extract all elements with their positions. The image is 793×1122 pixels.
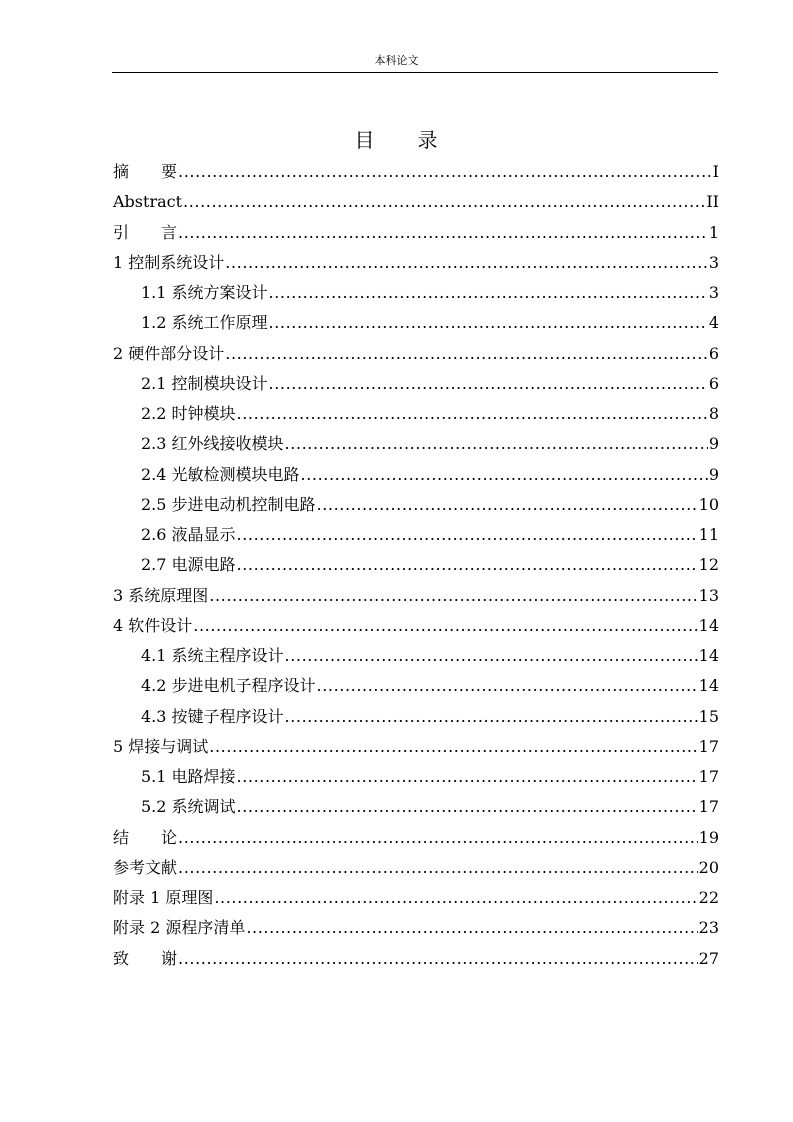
toc-entry-page-number: 6 <box>708 373 719 393</box>
toc-entry-label: 1.1 系统方案设计 <box>141 283 268 302</box>
running-header: 本科论文 <box>374 54 419 67</box>
toc-entry-page-number: 3 <box>708 252 719 272</box>
header-rule <box>112 72 718 73</box>
toc-entry[interactable] <box>113 462 719 492</box>
toc-dot-leader <box>193 613 697 639</box>
toc-dot-leader <box>285 643 698 669</box>
toc-entry[interactable] <box>113 371 719 401</box>
toc-entry-page-number: 17 <box>698 736 719 756</box>
toc-entry-label: 4.2 步进电机子程序设计 <box>141 676 316 696</box>
toc-entry-page-number: 11 <box>698 525 719 544</box>
toc-entry[interactable] <box>113 583 719 613</box>
toc-dot-leader <box>178 946 698 972</box>
toc-entry[interactable] <box>113 673 719 703</box>
toc-entry-label: 4.1 系统主程序设计 <box>141 646 284 665</box>
toc-entry-label: 2.4 光敏检测模块电路 <box>141 464 300 484</box>
toc-dot-leader <box>209 734 697 760</box>
toc-entry-label: 5 焊接与调试 <box>113 736 209 756</box>
toc-dot-leader <box>225 341 708 367</box>
toc-entry-page-number: 20 <box>698 857 719 877</box>
toc-entry-label: 5.2 系统调试 <box>141 797 236 817</box>
toc-entry[interactable] <box>113 855 719 885</box>
toc-entry-page-number: 23 <box>698 918 719 938</box>
toc-dot-leader <box>225 250 708 276</box>
toc-dot-leader <box>237 764 698 790</box>
toc-entry[interactable] <box>113 280 719 310</box>
toc-dot-leader <box>317 673 698 699</box>
toc-entry-label: 引 言 <box>113 222 178 242</box>
toc-entry-page-number: II <box>706 192 719 212</box>
toc-entry-label: 2.7 电源电路 <box>141 555 236 575</box>
toc-entry[interactable] <box>113 885 719 915</box>
toc-entry-label: 附录 1 原理图 <box>113 888 214 907</box>
toc-entry-page-number: 15 <box>698 706 719 726</box>
toc-entry-label: 参考文献 <box>113 857 178 877</box>
toc-entry[interactable] <box>113 825 719 855</box>
toc-entry[interactable] <box>113 794 719 824</box>
toc-entry-page-number: 14 <box>698 646 719 665</box>
toc-entry-page-number: 9 <box>708 434 719 454</box>
toc-entry[interactable] <box>113 734 719 764</box>
toc-entry-label: 2.6 液晶显示 <box>141 525 236 544</box>
toc-entry[interactable] <box>113 401 719 431</box>
toc-dot-leader <box>209 583 697 609</box>
toc-entry-label: 1.2 系统工作原理 <box>141 313 268 333</box>
toc-entry-page-number: 12 <box>698 555 719 575</box>
toc-entry[interactable] <box>113 764 719 794</box>
toc-entry[interactable] <box>113 704 719 734</box>
toc-dot-leader <box>237 522 698 548</box>
toc-dot-leader <box>269 371 708 397</box>
toc-entry[interactable] <box>113 159 719 189</box>
toc-dot-leader <box>178 159 712 185</box>
toc-entry-label: 结 论 <box>113 827 178 847</box>
toc-entry-label: 2.5 步进电动机控制电路 <box>141 494 316 514</box>
toc-entry[interactable] <box>113 431 719 461</box>
toc-entry-page-number: 14 <box>698 676 719 696</box>
toc-entry-page-number: 1 <box>708 222 719 242</box>
toc-entry-label: 2.1 控制模块设计 <box>141 373 268 393</box>
toc-entry-page-number: 17 <box>698 767 719 786</box>
toc-dot-leader <box>237 552 698 578</box>
toc-entry-page-number: 22 <box>698 888 719 907</box>
toc-entry[interactable] <box>113 220 719 250</box>
toc-dot-leader <box>246 915 697 941</box>
toc-dot-leader <box>269 280 708 306</box>
toc-dot-leader <box>285 431 708 457</box>
toc-entry-page-number: 8 <box>708 404 719 423</box>
toc-dot-leader <box>285 704 698 730</box>
toc-entry-label: 4 软件设计 <box>113 615 193 635</box>
toc-dot-leader <box>237 401 708 427</box>
toc-entry[interactable] <box>113 189 719 219</box>
toc-entry[interactable] <box>113 250 719 280</box>
toc-dot-leader <box>178 220 708 246</box>
toc-entry-label: 摘 要 <box>113 162 178 181</box>
toc-entry[interactable] <box>113 613 719 643</box>
toc-entry-page-number: 19 <box>698 827 719 847</box>
toc-entry-label: Abstract <box>113 192 183 212</box>
toc-entry[interactable] <box>113 946 719 976</box>
toc-title: 目 录 <box>354 128 439 152</box>
toc-entry-page-number: 27 <box>698 948 719 968</box>
toc-entry-label: 2 硬件部分设计 <box>113 343 225 363</box>
toc-entry[interactable] <box>113 310 719 340</box>
toc-entry-label: 2.2 时钟模块 <box>141 404 236 423</box>
toc-entry[interactable] <box>113 341 719 371</box>
toc-entry-page-number: I <box>712 162 719 181</box>
toc-entry-label: 致 谢 <box>113 948 178 968</box>
toc-dot-leader <box>237 794 698 820</box>
toc-entry-page-number: 3 <box>708 283 719 302</box>
toc-entry-label: 附录 2 源程序清单 <box>113 918 246 938</box>
toc-entry-label: 4.3 按键子程序设计 <box>141 706 284 726</box>
toc-entry-page-number: 10 <box>698 494 719 514</box>
toc-dot-leader <box>178 855 698 881</box>
toc-entry[interactable] <box>113 492 719 522</box>
toc-dot-leader <box>269 310 708 336</box>
toc-entry[interactable] <box>113 643 719 673</box>
toc-entry-page-number: 4 <box>708 313 719 333</box>
toc-entry-page-number: 13 <box>698 585 719 605</box>
toc-entry[interactable] <box>113 552 719 582</box>
toc-entry[interactable] <box>113 915 719 945</box>
toc-entry[interactable] <box>113 522 719 552</box>
toc-entry-page-number: 14 <box>698 615 719 635</box>
toc-dot-leader <box>214 885 697 911</box>
toc-entry-label: 3 系统原理图 <box>113 585 209 605</box>
toc-entry-page-number: 6 <box>708 343 719 363</box>
toc-entry-label: 1 控制系统设计 <box>113 252 225 272</box>
toc-entry-label: 5.1 电路焊接 <box>141 767 236 786</box>
toc-dot-leader <box>183 189 705 215</box>
table-of-contents <box>113 159 719 976</box>
toc-entry-page-number: 17 <box>698 797 719 817</box>
toc-entry-page-number: 9 <box>708 464 719 484</box>
toc-dot-leader <box>317 492 698 518</box>
toc-dot-leader <box>178 825 698 851</box>
toc-dot-leader <box>301 462 708 488</box>
toc-entry-label: 2.3 红外线接收模块 <box>141 434 284 454</box>
